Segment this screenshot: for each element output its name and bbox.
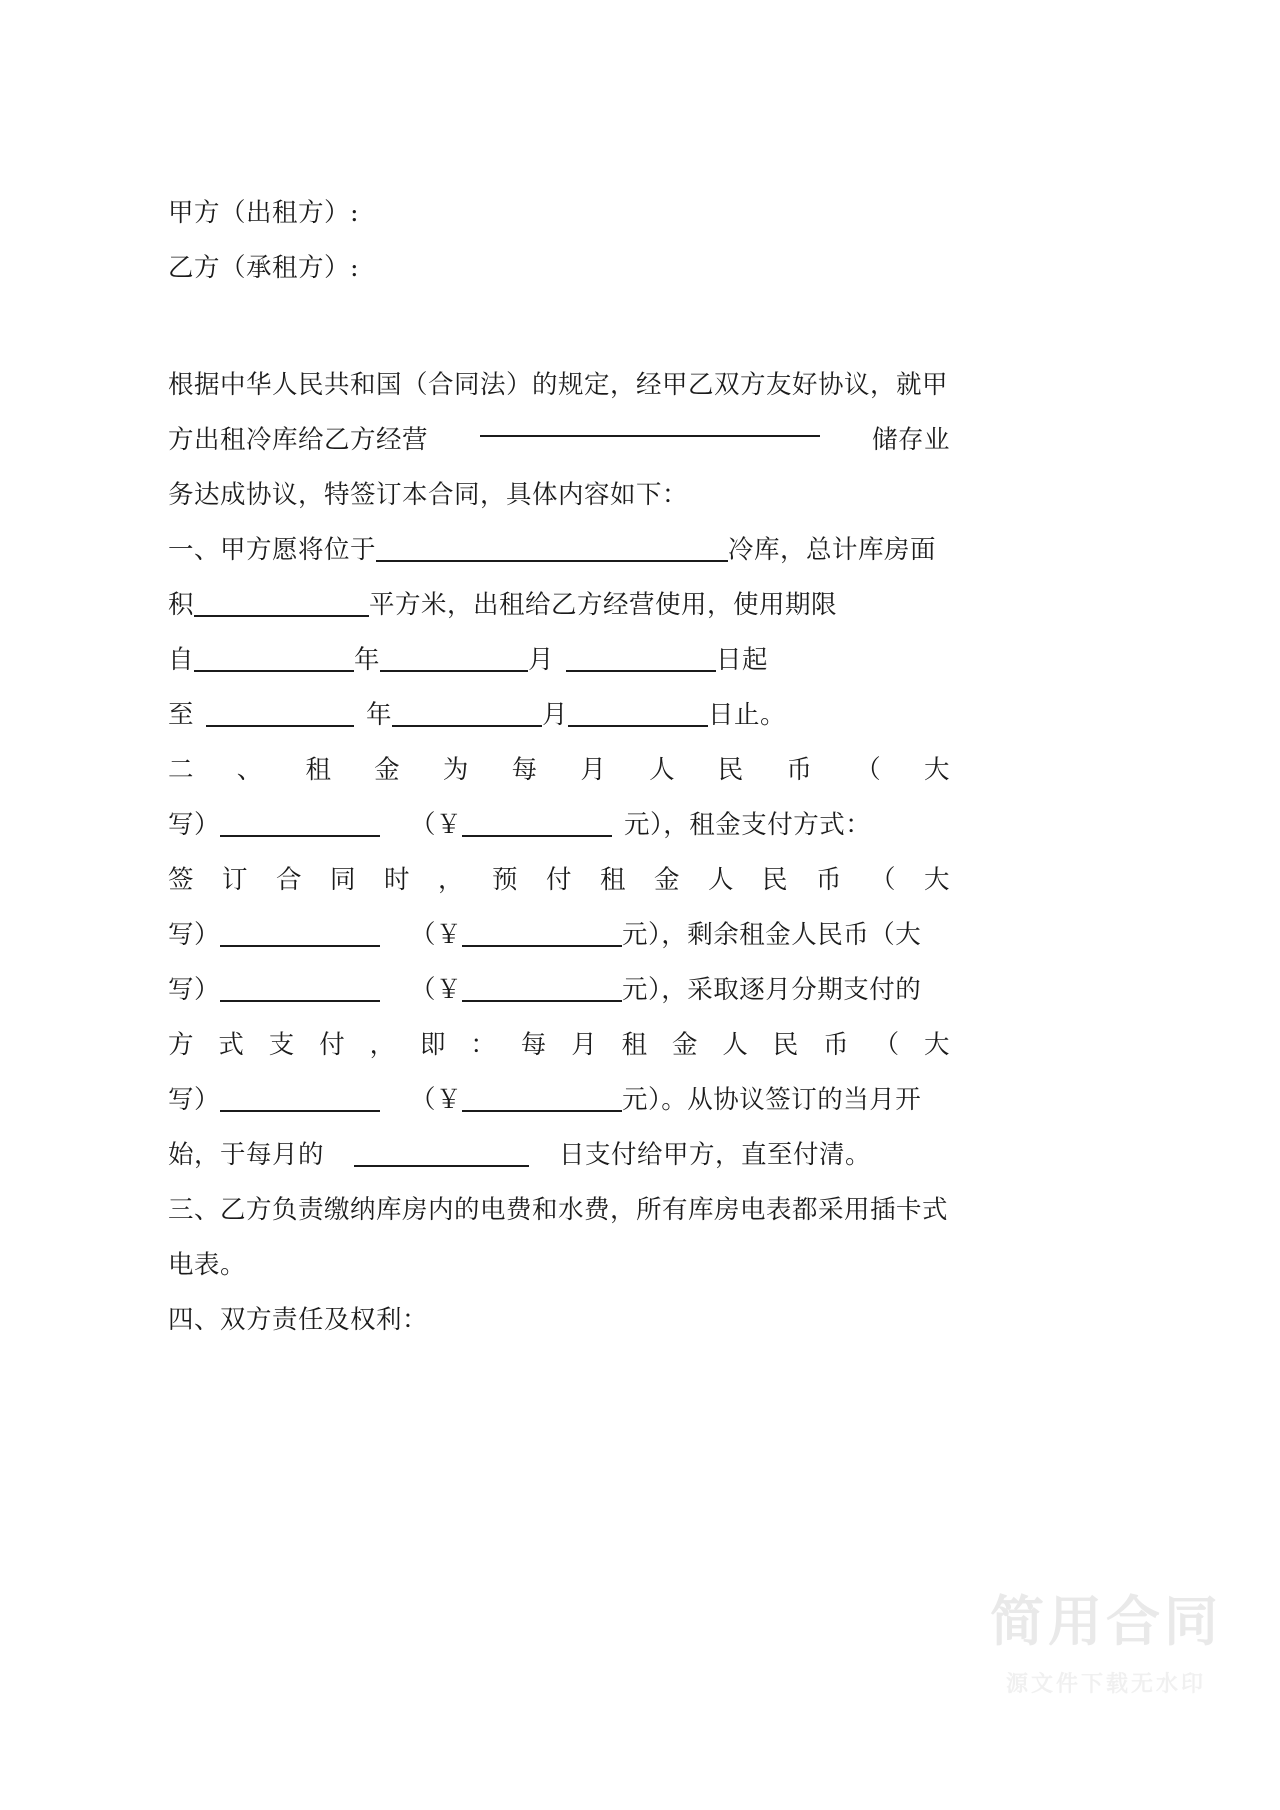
clause-2-line-5-mid: （￥ [410,975,463,1005]
clause-1-line-3-mid2: 月 [528,645,555,675]
clause-2-line-5-after: 元），采取逐月分期支付的 [622,975,922,1005]
preamble-line-3: 务达成协议，特签订本合同，具体内容如下： [168,480,689,510]
clause-2-line-2-after: 元），租金支付方式： [624,810,872,840]
payment-day-blank[interactable] [354,1143,529,1167]
clause-2-line-7-after: 元）。从协议签订的当月开 [622,1085,922,1115]
remaining-numeric-blank[interactable] [462,978,622,1002]
clause-2-line-7-before: 写） [168,1085,221,1115]
clause-1-line-3 [168,633,950,688]
clause-3-line-1: 三、乙方负责缴纳库房内的电费和水费，所有库房电表都采用插卡式 [168,1195,949,1225]
start-year-blank[interactable] [194,648,354,672]
clause-2-line-5-before: 写） [168,975,221,1005]
clause-2-line-1 [168,743,950,798]
clause-2-line-8-after: 日支付给甲方，直至付清。 [559,1140,872,1170]
party-b-line: 乙方（承租方）: [168,253,360,283]
watermark-sub-text: 源文件下载无水印 [1005,1672,1206,1697]
clause-2-line-6 [168,1018,950,1073]
remaining-uppercase-blank[interactable] [220,978,380,1002]
clause-1-line-3-after: 日起 [716,645,769,675]
end-day-blank[interactable] [568,703,708,727]
clause-2-line-4-after: 元），剩余租金人民币（大 [622,920,922,950]
preamble-line-2-before: 方出租冷库给乙方经营 [168,425,429,455]
start-month-blank[interactable] [380,648,528,672]
clause-2-line-1-text: 二、租金为每月人民币（大 [168,755,950,785]
rent-uppercase-blank[interactable] [220,813,380,837]
end-year-blank[interactable] [206,703,354,727]
prepaid-numeric-blank[interactable] [462,923,622,947]
prepaid-uppercase-blank[interactable] [220,923,380,947]
end-month-blank[interactable] [392,703,542,727]
start-day-blank[interactable] [566,648,716,672]
area-blank[interactable] [194,593,369,617]
watermark-main-text: 简用合同 [990,1589,1222,1653]
clause-2-line-6-text: 方式支付，即：每月租金人民币（大 [168,1030,950,1060]
clause-2-line-8 [168,1128,950,1183]
clause-1-line-2-after: 平方米，出租给乙方经营使用，使用期限 [369,590,838,620]
clause-2-line-3 [168,853,950,908]
clause-2-line-5 [168,963,950,1018]
clause-1-line-4-mid1: 年 [366,700,393,730]
clause-1-line-4-after: 日止。 [708,700,787,730]
clause-2-line-4-mid: （￥ [410,920,463,950]
clause-1-line-4-mid2: 月 [542,700,569,730]
clause-1-line-4 [168,688,950,743]
clause-2-line-7-mid: （￥ [410,1085,463,1115]
monthly-numeric-blank[interactable] [462,1088,622,1112]
location-blank[interactable] [376,538,728,562]
clause-2-line-4 [168,908,950,963]
spacer-after-parties [168,296,950,358]
party-a-line: 甲方（出租方）: [168,198,360,228]
preamble-line-2-after: 储存业 [871,425,950,455]
clause-1-line-2 [168,578,950,633]
business-scope-blank[interactable] [480,413,820,437]
clause-1-line-2-before: 积 [168,590,195,620]
clause-1-line-1 [168,523,950,578]
clause-2-line-2 [168,798,950,853]
clause-2-line-4-before: 写） [168,920,221,950]
clause-1-line-3-before: 自 [168,645,195,675]
clause-2-line-2-before: 写） [168,810,221,840]
rent-numeric-blank[interactable] [462,813,612,837]
clause-2-line-2-mid: （￥ [410,810,463,840]
clause-2-line-7 [168,1073,950,1128]
clause-4-line-1: 四、双方责任及权利： [168,1305,429,1335]
clause-1-line-1-before: 一、甲方愿将位于 [168,535,377,565]
monthly-uppercase-blank[interactable] [220,1088,380,1112]
clause-2-line-8-before: 始，于每月的 [168,1140,325,1170]
clause-2-line-3-text: 签订合同时，预付租金人民币（大 [168,865,950,895]
clause-3-line-2: 电表。 [168,1250,247,1280]
clause-1-line-3-mid1: 年 [354,645,381,675]
clause-1-line-4-before: 至 [168,700,195,730]
document-body [168,186,950,1348]
preamble-line-2 [168,413,950,468]
clause-1-line-1-after: 冷库，总计库房面 [728,535,937,565]
watermark [990,1591,1222,1698]
preamble-line-1: 根据中华人民共和国（合同法）的规定，经甲乙双方友好协议，就甲 [168,370,949,400]
